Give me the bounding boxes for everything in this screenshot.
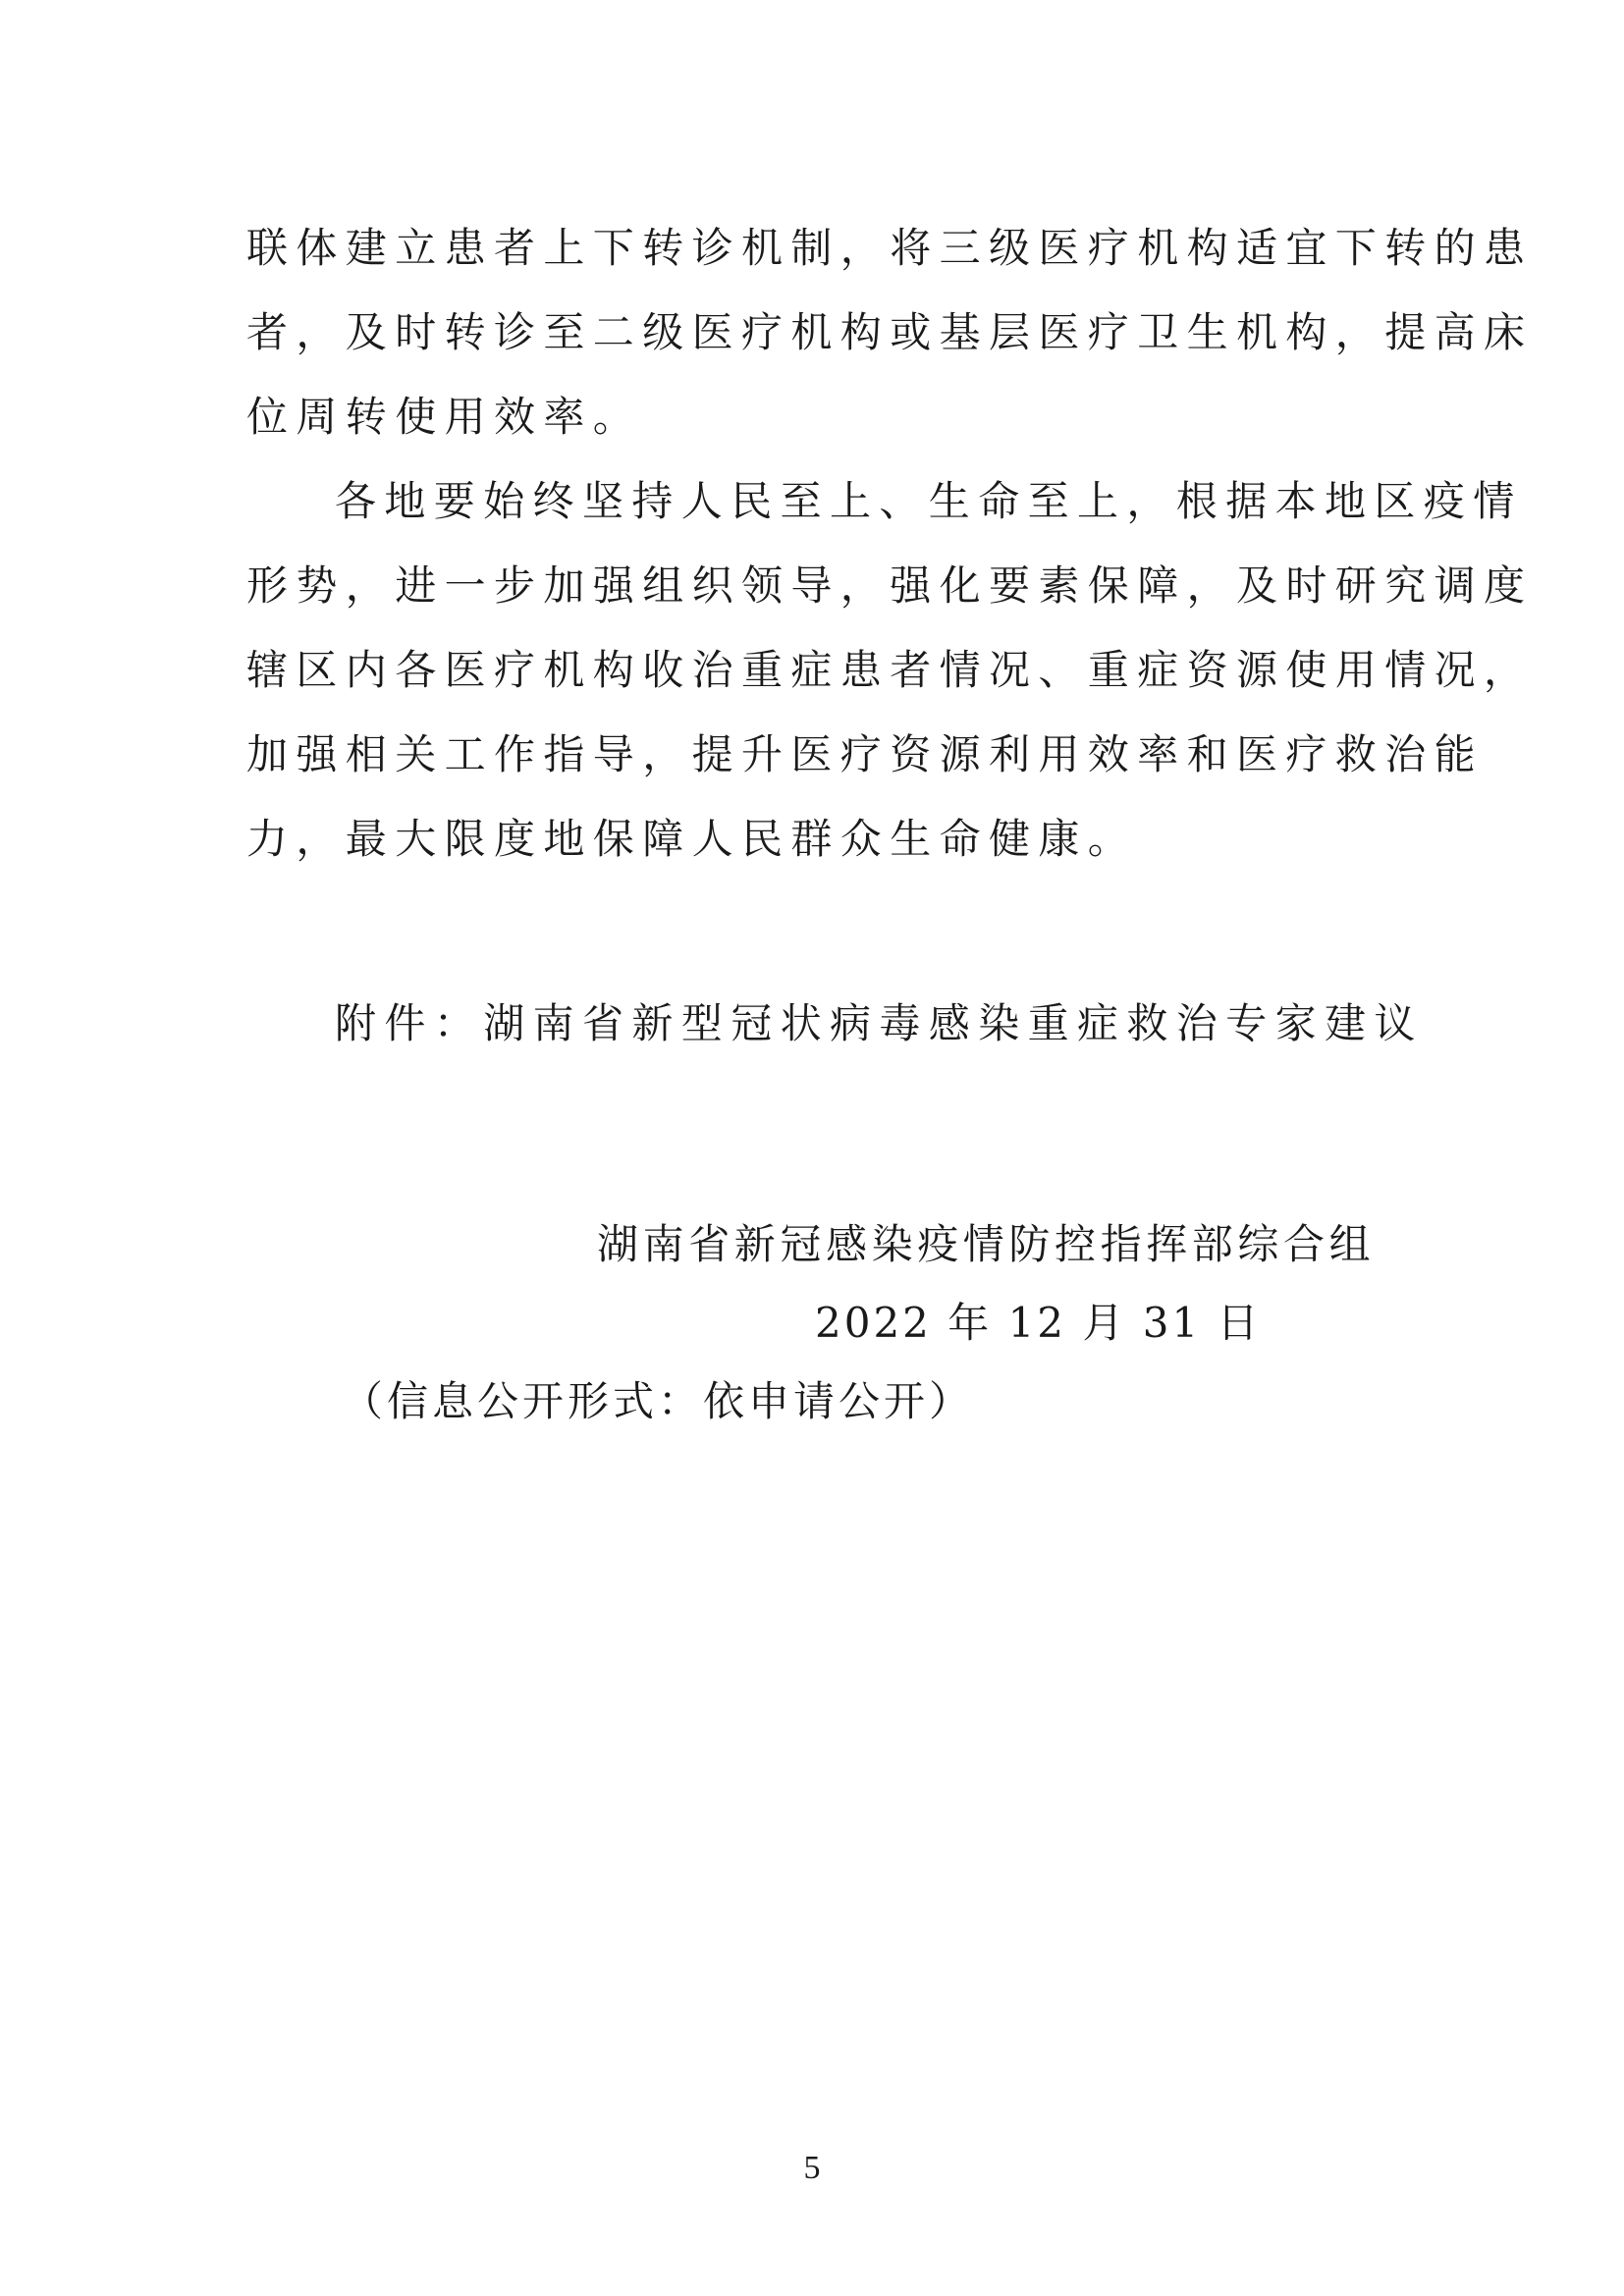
- paragraph-line: 辖区内各医疗机构收治重症患者情况、重症资源使用情况，: [246, 646, 1534, 694]
- page-number: 5: [803, 2150, 821, 2186]
- signature-date: 2022 年 12 月 31 日: [815, 1299, 1262, 1347]
- paragraph-line: 加强相关工作指导，提升医疗资源利用效率和医疗救治能: [246, 730, 1485, 778]
- paragraph-line: 位周转使用效率。: [246, 393, 643, 441]
- paragraph-line: 各地要始终坚持人民至上、生命至上，根据本地区疫情: [335, 477, 1523, 525]
- attachment-line: 附件：湖南省新型冠状病毒感染重症救治专家建议: [335, 999, 1424, 1047]
- paragraph-line: 联体建立患者上下转诊机制，将三级医疗机构适宜下转的患: [246, 224, 1534, 272]
- disclosure-note: （信息公开形式：依申请公开）: [342, 1377, 975, 1425]
- paragraph-line: 力，最大限度地保障人民群众生命健康。: [246, 815, 1138, 863]
- paragraph-line: 形势，进一步加强组织领导，强化要素保障，及时研究调度: [246, 561, 1534, 610]
- signature-organization: 湖南省新冠感染疫情防控指挥部综合组: [597, 1220, 1376, 1268]
- paragraph-line: 者，及时转诊至二级医疗机构或基层医疗卫生机构，提高床: [246, 308, 1534, 356]
